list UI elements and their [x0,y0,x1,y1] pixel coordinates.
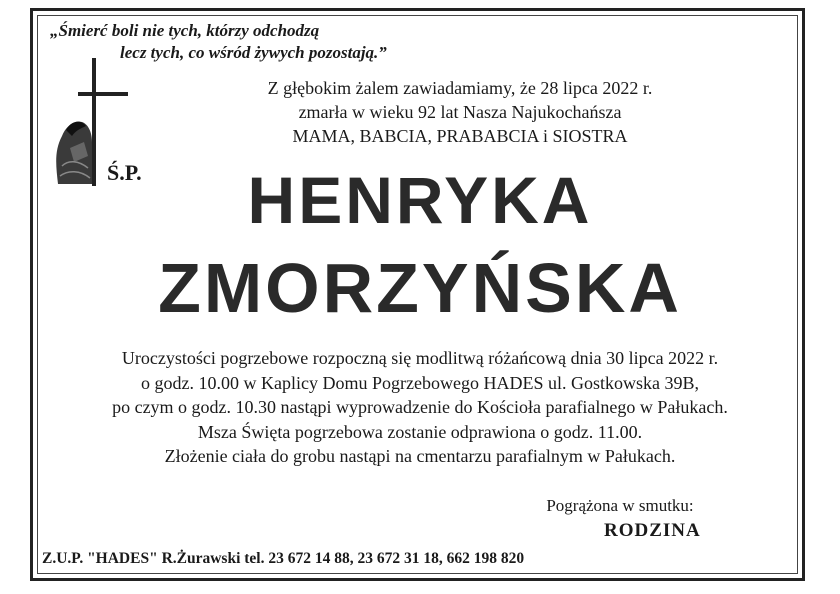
deceased-last-name: ZMORZYŃSKA [158,249,682,327]
intro-line-3: MAMA, BABCIA, PRABABCIA i SIOSTRA [292,126,628,146]
intro-line-1: Z głębokim żalem zawiadamiamy, że 28 lipca 2022 r. [267,78,653,98]
deceased-first-name: HENRYKA [247,163,593,237]
funeral-home-footer: Z.U.P. "HADES" R.Żurawski tel. 23 672 14 88, 23 672 31 18, 662 198 820 [42,550,525,567]
ceremony-line-3: po czym o godz. 10.30 nastąpi wyprowadzenie do Kościoła parafialnego w Pałukach. [112,397,728,417]
ceremony-line-5: Złożenie ciała do grobu nastąpi na cmentarzu parafialnym w Pałukach. [164,446,676,466]
family-signature: RODZINA [604,520,701,541]
announcement-intro [190,76,730,148]
ceremony-line-2: o godz. 10.00 w Kaplicy Domu Pogrzebowego HADES ul. Gostkowska 39B, [141,372,699,393]
ceremony-details [40,346,800,469]
mourning-label: Pogrążona w smutku: [546,496,694,515]
ceremony-line-4: Msza Święta pogrzebowa zostanie odprawiona o godz. 11.00. [197,421,643,442]
quote-line-1: „Śmierć boli nie tych, którzy odchodzą [50,21,320,40]
intro-line-2: zmarła w wieku 92 lat Nasza Najukochańsza [298,102,622,122]
ceremony-line-1: Uroczystości pogrzebowe rozpoczną się modlitwą różańcową dnia 30 lipca 2022 r. [121,348,719,368]
quote-line-2: lecz tych, co wśród żywych pozostają.” [120,43,387,62]
sp-label: Ś.P. [107,160,142,185]
